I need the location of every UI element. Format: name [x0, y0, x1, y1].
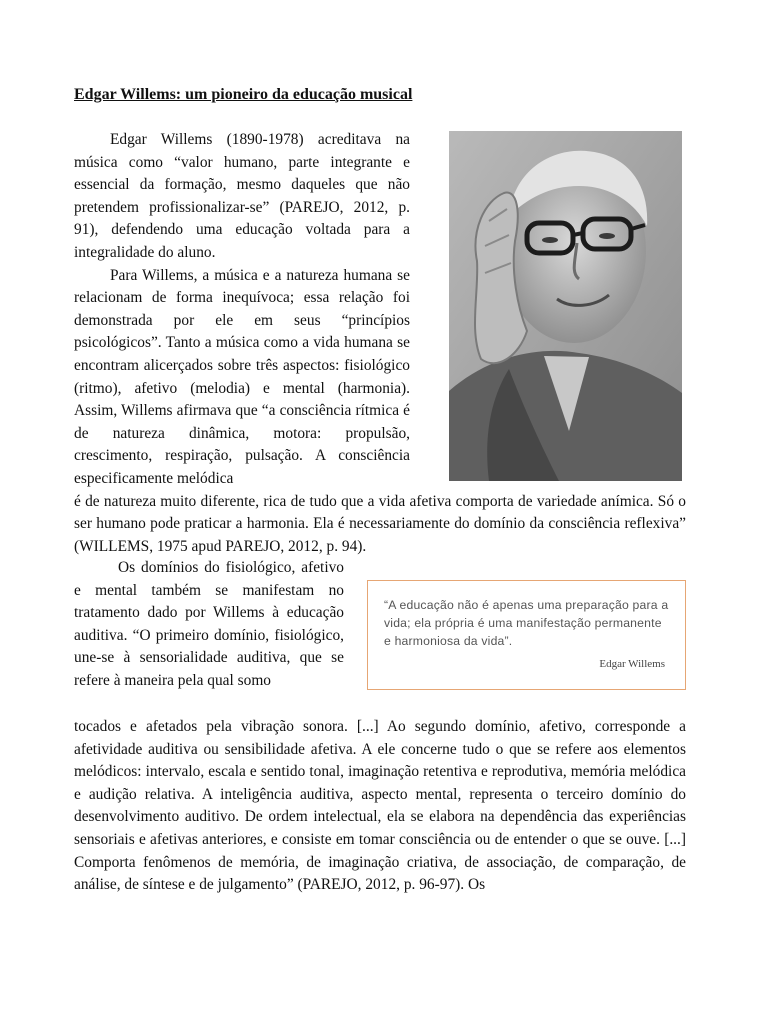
paragraph-2-start: Para Willems, a música e a natureza humana se relacionam de forma inequívoca; essa relação foi demonstrada por ele em seus “princípios psicológicos”. Tanto a música como a vida humana se encontram alicerçados sobre três aspectos: fisiológico (ritmo), afetivo (melodia) e mental (harmonia). Assim, Willems afirmava que “a consciência rítmica é de natureza dinâmica, motora: propulsão, crescimento, respiração, pulsação. A consciência especificamente melódica: [74, 266, 410, 487]
paragraph-3-start: Os domínios do fisiológico, afetivo e mental também se manifestam no tratamento dado por Willems à educação auditiva. “O primeiro domínio, fisiológico, une-se à sensorialidade auditiva, que se refere à maneira pela qual somo: [74, 559, 344, 689]
article-text-lower: [74, 716, 686, 897]
quote-box: [367, 580, 686, 690]
article-text-upper: [74, 129, 686, 558]
quote-text: “A educação não é apenas uma preparação para a vida; ela própria é uma manifestação permanente e harmoniosa da vida”.: [384, 598, 669, 648]
document-title: Edgar Willems: um pioneiro da educação musical: [74, 86, 413, 103]
paragraph-2-end: é de natureza muito diferente, rica de tudo que a vida afetiva comporta de variedade anímica. Só o ser humano pode praticar a harmonia. Ela é necessariamente do domínio da consciência reflexiva” (WILLEMS, 1975 apud PAREJO, 2012, p. 94).: [74, 492, 686, 555]
quote-author: Edgar Willems: [599, 658, 665, 671]
paragraph-3-end: tocados e afetados pela vibração sonora. [...] Ao segundo domínio, afetivo, corresponde a afetividade auditiva ou sensibilidade afetiva. A ele concerne tudo o que se refere aos elementos melódicos: intervalo, escala e sentido tonal, imaginação retentiva e reprodutiva, memória melódica e audição relativa. A inteligência auditiva, aspecto mental, representa o terceiro domínio do desenvolvimento auditivo. De ordem intelectual, ela se elabora na dependência das experiências sensoriais e afetivas anteriores, e consiste em tomar consciência ou de entender o que se ouve. [...] Comporta fenômenos de memória, de imaginação criativa, de associação, de comparação, de análise, de síntese e de julgamento” (PAREJO, 2012, p. 96-97). Os: [74, 718, 686, 894]
paragraph-1: Edgar Willems (1890-1978) acreditava na música como “valor humano, parte integrante e essencial da formação, mesmo daqueles que não pretendem profissionalizar-se” (PAREJO, 2012, p. 91), defendendo uma educação voltada para a integralidade do aluno.: [74, 131, 410, 261]
article-text-middle: [74, 557, 344, 693]
